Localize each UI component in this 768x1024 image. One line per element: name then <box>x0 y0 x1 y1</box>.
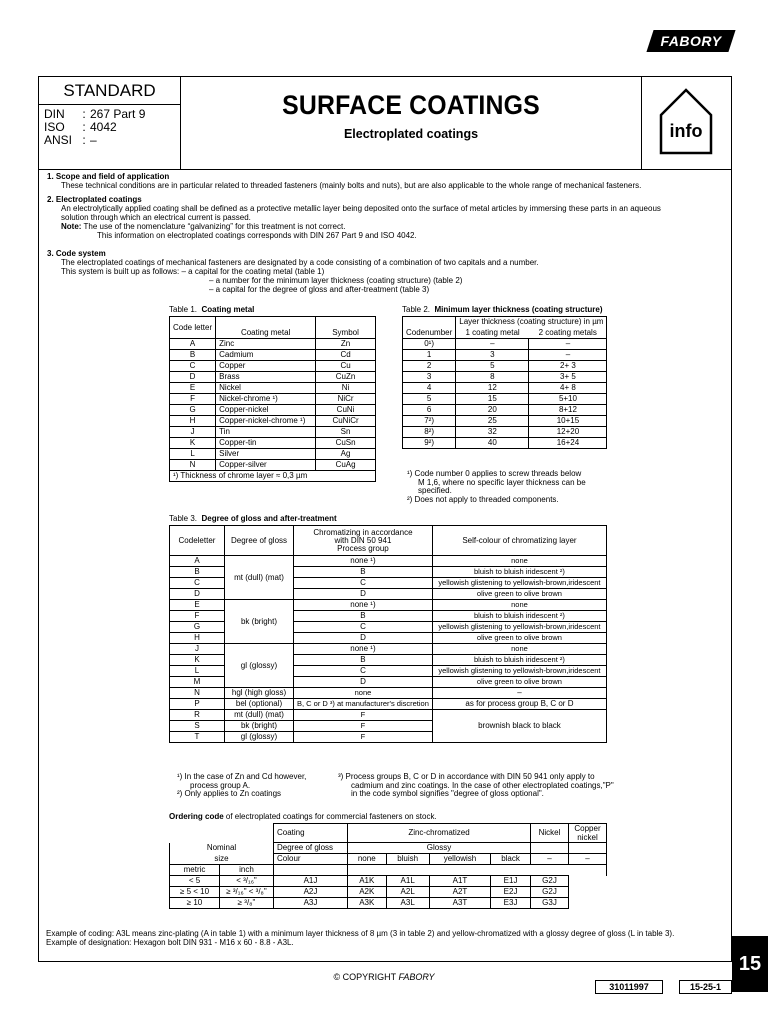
table-cell: D <box>294 633 433 644</box>
table-cell: A1L <box>386 876 429 887</box>
table-row <box>170 438 376 449</box>
table-cell: 5 <box>403 394 456 405</box>
table-cell: 20 <box>456 405 529 416</box>
table-cell: Ni <box>316 383 376 394</box>
table-cell: Nickel <box>216 383 316 394</box>
table-row <box>170 898 607 909</box>
table-cell: P <box>170 699 225 710</box>
table-cell: 8+12 <box>529 405 607 416</box>
table-cell: Nickel-chrome ¹) <box>216 394 316 405</box>
table1-footnote: ¹) Thickness of chrome layer ≈ 0,3 µm <box>170 471 376 482</box>
table-cell: CuAg <box>316 460 376 471</box>
table-cell: bluish to bluish iridescent ²) <box>432 655 606 666</box>
table-row <box>170 361 376 372</box>
table-cell: G <box>170 622 225 633</box>
table-cell: D <box>170 372 216 383</box>
table-row <box>403 438 607 449</box>
section-text: – a capital for the degree of gloss and after-treatment (table 3) <box>209 285 430 294</box>
table-cell: brownish black to black <box>432 710 606 743</box>
table-cell: Copper-silver <box>216 460 316 471</box>
table-row <box>403 383 607 394</box>
cell: Copper nickel <box>569 824 607 843</box>
table-cell: – <box>456 339 529 350</box>
table-row <box>170 644 607 655</box>
table-cell: E1J <box>491 876 531 887</box>
table-cell: F <box>294 710 433 721</box>
table-row <box>170 350 376 361</box>
table-cell: T <box>170 732 225 743</box>
table-header: Codenumber <box>403 317 456 339</box>
table-gloss <box>169 525 607 743</box>
table-cell: 0¹) <box>403 339 456 350</box>
table-cell: bel (optional) <box>225 699 294 710</box>
table-cell: ≥ ³/₁₆" < ³/₈" <box>220 887 274 898</box>
table-cell: B <box>170 350 216 361</box>
table-cell: gl (glossy) <box>225 644 294 688</box>
table-cell: olive green to olive brown <box>432 633 606 644</box>
table-cell: Cadmium <box>216 350 316 361</box>
table-cell: yellowish glistening to yellowish-brown,iridescent <box>432 622 606 633</box>
table-cell: mt (dull) (mat) <box>225 710 294 721</box>
table-cell: Brass <box>216 372 316 383</box>
table-header: Code letter <box>170 317 216 339</box>
table-cell: 10+15 <box>529 416 607 427</box>
table-cell: L <box>170 449 216 460</box>
table-row <box>403 405 607 416</box>
table-cell: bluish to bluish iridescent ²) <box>432 611 606 622</box>
table-ordering-code <box>169 823 607 909</box>
table-cell: N <box>170 688 225 699</box>
std-key: DIN <box>44 107 65 121</box>
table-cell: bk (bright) <box>225 721 294 732</box>
date-code: 31011997 <box>595 980 663 994</box>
table-cell: 6 <box>403 405 456 416</box>
table-cell: Copper <box>216 361 316 372</box>
cell: yellowish <box>429 854 490 865</box>
table-row <box>403 416 607 427</box>
table-cell: < 5 <box>170 876 220 887</box>
table-cell: mt (dull) (mat) <box>225 556 294 600</box>
section-heading: 1. Scope and field of application <box>47 172 170 181</box>
table3-caption: Table 3. Degree of gloss and after-treatment <box>169 514 337 523</box>
table-cell: C <box>170 578 225 589</box>
cell: none <box>348 854 387 865</box>
table-header: Layer thickness (coating structure) in µm <box>456 317 607 328</box>
table-row <box>170 394 376 405</box>
table-cell: 8 <box>456 372 529 383</box>
table-cell: A1J <box>274 876 348 887</box>
table-cell: B <box>294 655 433 666</box>
table-cell: G3J <box>531 898 569 909</box>
table-cell: 3+ 5 <box>529 372 607 383</box>
table-cell: A3K <box>348 898 387 909</box>
cell: Nominal <box>170 843 274 854</box>
logo-text: FABORY <box>660 33 722 49</box>
cell: metric <box>170 865 220 876</box>
table-cell: E2J <box>491 887 531 898</box>
table-cell: 3 <box>456 350 529 361</box>
table-cell: ≥ 5 < 10 <box>170 887 220 898</box>
table-row <box>403 339 607 350</box>
table-cell: gl (glossy) <box>225 732 294 743</box>
table-cell: A2T <box>429 887 490 898</box>
table-cell: J <box>170 644 225 655</box>
table-cell: 3 <box>403 372 456 383</box>
table2-notes: ¹) Code number 0 applies to screw threads below M 1,6, where no specific layer thickness can be specified. ²) Does not apply to threaded components. <box>407 469 586 504</box>
table-cell: yellowish glistening to yellowish-brown,iridescent <box>432 666 606 677</box>
table-header: Codeletter <box>170 526 225 556</box>
table-row <box>403 350 607 361</box>
section-heading: 3. Code system <box>47 249 106 258</box>
table2-caption: Table 2. Minimum layer thickness (coating structure) <box>402 305 603 314</box>
table-cell: Sn <box>316 427 376 438</box>
page-tab: 15 <box>732 936 768 992</box>
table-cell: 12+20 <box>529 427 607 438</box>
standard-row-iso: ISO : 4042 <box>44 120 117 134</box>
table-row <box>403 361 607 372</box>
table-row <box>403 372 607 383</box>
table-cell: 40 <box>456 438 529 449</box>
table-cell: K <box>170 438 216 449</box>
table-layer-thickness <box>402 316 607 449</box>
table-cell: E3J <box>491 898 531 909</box>
table1-caption: Table 1. Coating metal <box>169 305 255 314</box>
standard-row-din: DIN : 267 Part 9 <box>44 107 146 121</box>
cell: Zinc-chromatized <box>348 824 531 843</box>
table-cell: – <box>529 339 607 350</box>
table-row <box>170 699 607 710</box>
table-cell: A3J <box>274 898 348 909</box>
table-cell: R <box>170 710 225 721</box>
table-cell: A2L <box>386 887 429 898</box>
table-cell: 12 <box>456 383 529 394</box>
table-cell: Ag <box>316 449 376 460</box>
table-header: 2 coating metals <box>529 328 607 339</box>
table-cell: Copper-tin <box>216 438 316 449</box>
table-cell: B <box>170 567 225 578</box>
section-text: solution through which an electrical current is passed. <box>61 213 251 222</box>
table-cell: B, C or D ³) at manufacturer's discretion <box>294 699 433 710</box>
page-subtitle: Electroplated coatings <box>343 127 479 141</box>
table-cell: Cu <box>316 361 376 372</box>
table-cell: – <box>432 688 606 699</box>
table-cell: G2J <box>531 876 569 887</box>
table-cell: Cd <box>316 350 376 361</box>
note: Note: The use of the nomenclature “galvanizing” for this treatment is not correct. <box>61 222 346 231</box>
table-coating-metal <box>169 316 376 482</box>
table-cell: G <box>170 405 216 416</box>
ordering-caption: Ordering code of electroplated coatings for commercial fasteners on stock. <box>169 812 437 821</box>
section-heading: 2. Electroplated coatings <box>47 195 142 204</box>
table-cell: ≥ ³/₈" <box>220 898 274 909</box>
header <box>39 77 731 170</box>
table-cell: ≥ 10 <box>170 898 220 909</box>
table-header: 1 coating metal <box>456 328 529 339</box>
standard-row-ansi: ANSI : – <box>44 133 97 147</box>
table-cell: S <box>170 721 225 732</box>
cell: black <box>491 854 531 865</box>
table-cell: CuZn <box>316 372 376 383</box>
table-cell: 15 <box>456 394 529 405</box>
table-cell: E <box>170 383 216 394</box>
standard-box <box>39 77 181 170</box>
table-row <box>403 394 607 405</box>
table-cell: A3T <box>429 898 490 909</box>
table-cell: as for process group B, C or D <box>432 699 606 710</box>
table-cell: 5+10 <box>529 394 607 405</box>
table-cell: F <box>294 721 433 732</box>
table-cell: E <box>170 600 225 611</box>
table-header: Coating metal <box>216 317 316 339</box>
table-header: Chromatizing in accordance with DIN 50 941 Process group <box>294 526 433 556</box>
table-cell: G2J <box>531 887 569 898</box>
cell: – <box>569 854 607 865</box>
table-row <box>170 416 376 427</box>
section-text: An electrolytically applied coating shall be defined as a protective metallic layer being deposited onto the surface of metal articles by immersing these parts in an aqueous <box>61 204 661 213</box>
table-cell: hgl (high gloss) <box>225 688 294 699</box>
table-cell: olive green to olive brown <box>432 677 606 688</box>
section-3 <box>47 249 727 294</box>
table-cell: CuNi <box>316 405 376 416</box>
table-cell: 2+ 3 <box>529 361 607 372</box>
table-cell: A <box>170 339 216 350</box>
info-icon <box>658 87 714 157</box>
cell: size <box>170 854 274 865</box>
info-label: info <box>669 121 703 141</box>
table-cell: A2K <box>348 887 387 898</box>
table3-footnotes-right: ³) Process groups B, C or D in accordance with DIN 50 941 only apply to cadmium and zinc coatings. In the case of other electroplated coatings,"P" in the code symbol signifies "degree of gloss optional". <box>338 772 614 798</box>
table-row <box>170 372 376 383</box>
table-cell: 8²) <box>403 427 456 438</box>
table-row <box>170 710 607 721</box>
table-cell: A3L <box>386 898 429 909</box>
table-cell: NiCr <box>316 394 376 405</box>
std-value: 267 Part 9 <box>90 107 146 121</box>
example-coding: Example of coding: A3L means zinc-plating (A in table 1) with a minimum layer thickness of 8 µm (3 in table 2) and yellow-chromatized with a glossy degree of gloss (L in table 3). <box>46 929 675 938</box>
table-cell: Silver <box>216 449 316 460</box>
table-cell: none <box>294 688 433 699</box>
table-cell: A2J <box>274 887 348 898</box>
table-cell: 7²) <box>403 416 456 427</box>
table-cell: M <box>170 677 225 688</box>
table-row <box>170 688 607 699</box>
table-cell: – <box>529 350 607 361</box>
table-cell: < ³/₁₆" <box>220 876 274 887</box>
info-box <box>641 77 731 170</box>
table-cell: CuNiCr <box>316 416 376 427</box>
table-row <box>170 383 376 394</box>
table3-footnotes-left: ¹) In the case of Zn and Cd however, process group A. ²) Only applies to Zn coatings <box>177 772 307 798</box>
table-cell: 16+24 <box>529 438 607 449</box>
cell: Glossy <box>348 843 531 854</box>
table-cell: C <box>294 622 433 633</box>
table-cell: H <box>170 416 216 427</box>
table-cell: D <box>170 589 225 600</box>
cell: Coating <box>274 824 348 843</box>
section-text: The electroplated coatings of mechanical fasteners are designated by a code consisting of a combination of two capitals and a number. <box>61 258 539 267</box>
table-cell: 2 <box>403 361 456 372</box>
section-2 <box>47 195 727 240</box>
table-cell: A1K <box>348 876 387 887</box>
table-cell: 4 <box>403 383 456 394</box>
table-cell: CuSn <box>316 438 376 449</box>
table-cell: 5 <box>456 361 529 372</box>
table-cell: A <box>170 556 225 567</box>
table-row <box>170 449 376 460</box>
table-header: Degree of gloss <box>225 526 294 556</box>
table-cell: olive green to olive brown <box>432 589 606 600</box>
section-text: This system is built up as follows: – a capital for the coating metal (table 1) <box>61 267 325 276</box>
table-cell: Copper-nickel <box>216 405 316 416</box>
table-row <box>170 405 376 416</box>
table-cell: Zn <box>316 339 376 350</box>
example-designation: Example of designation: Hexagon bolt DIN 931 - M16 x 60 - 8.8 - A3L. <box>46 938 294 947</box>
table-cell: Tin <box>216 427 316 438</box>
copyright: © COPYRIGHT FABORY <box>333 972 435 982</box>
table-row <box>403 427 607 438</box>
table-cell: none <box>432 556 606 567</box>
table-row <box>170 887 607 898</box>
std-value: – <box>90 133 97 147</box>
table-cell: H <box>170 633 225 644</box>
table-row <box>170 600 607 611</box>
table-cell: bk (bright) <box>225 600 294 644</box>
section-text: These technical conditions are in particular related to threaded fasteners (mainly bolts and nuts), but are also applicable to the whole range of mechanical fasteners. <box>61 181 642 190</box>
table-cell: B <box>294 611 433 622</box>
table-row <box>170 876 607 887</box>
table-cell: D <box>294 589 433 600</box>
table-header: Self-colour of chromatizing layer <box>432 526 606 556</box>
table-cell: 4+ 8 <box>529 383 607 394</box>
page-code: 15-25-1 <box>679 980 732 994</box>
cell: Colour <box>274 854 348 865</box>
title-box <box>181 77 641 170</box>
std-key: ISO <box>44 120 65 134</box>
cell: – <box>531 854 569 865</box>
table-cell: N <box>170 460 216 471</box>
table-cell: L <box>170 666 225 677</box>
table-cell: none ¹) <box>294 644 433 655</box>
table-cell: none ¹) <box>294 600 433 611</box>
table-cell: F <box>170 394 216 405</box>
table-cell: C <box>170 361 216 372</box>
section-1 <box>47 172 727 190</box>
cell: Degree of gloss <box>274 843 348 854</box>
cell: bluish <box>386 854 429 865</box>
table-cell: C <box>294 666 433 677</box>
table-row <box>170 556 607 567</box>
table-cell: none <box>432 600 606 611</box>
table-cell: bluish to bluish iridescent ²) <box>432 567 606 578</box>
table-row <box>170 427 376 438</box>
cell: Nickel <box>531 824 569 843</box>
table-cell: none <box>432 644 606 655</box>
std-key: ANSI <box>44 133 73 147</box>
section-text: – a number for the minimum layer thickness (coating structure) (table 2) <box>209 276 463 285</box>
table-cell: 25 <box>456 416 529 427</box>
table-cell: A1T <box>429 876 490 887</box>
examples <box>46 929 746 947</box>
table-cell: yellowish glistening to yellowish-brown,iridescent <box>432 578 606 589</box>
table-cell: 1 <box>403 350 456 361</box>
table-cell: 32 <box>456 427 529 438</box>
table-cell: D <box>294 677 433 688</box>
table-cell: Zinc <box>216 339 316 350</box>
table-row <box>170 339 376 350</box>
table-cell: 9²) <box>403 438 456 449</box>
table-cell: C <box>294 578 433 589</box>
table-cell: none ¹) <box>294 556 433 567</box>
note-text: This information on electroplated coatings corresponds with DIN 267 Part 9 and ISO 4042. <box>97 231 417 240</box>
table-cell: F <box>170 611 225 622</box>
table-row <box>170 460 376 471</box>
table-cell: F <box>294 732 433 743</box>
standard-heading: STANDARD <box>39 77 180 105</box>
page-title: SURFACE COATINGS <box>282 90 540 120</box>
table-cell: Copper-nickel-chrome ¹) <box>216 416 316 427</box>
table-cell: K <box>170 655 225 666</box>
fabory-logo <box>646 30 735 52</box>
cell: inch <box>220 865 274 876</box>
std-value: 4042 <box>90 120 117 134</box>
table-cell: J <box>170 427 216 438</box>
table-header: Symbol <box>316 317 376 339</box>
table-cell: B <box>294 567 433 578</box>
